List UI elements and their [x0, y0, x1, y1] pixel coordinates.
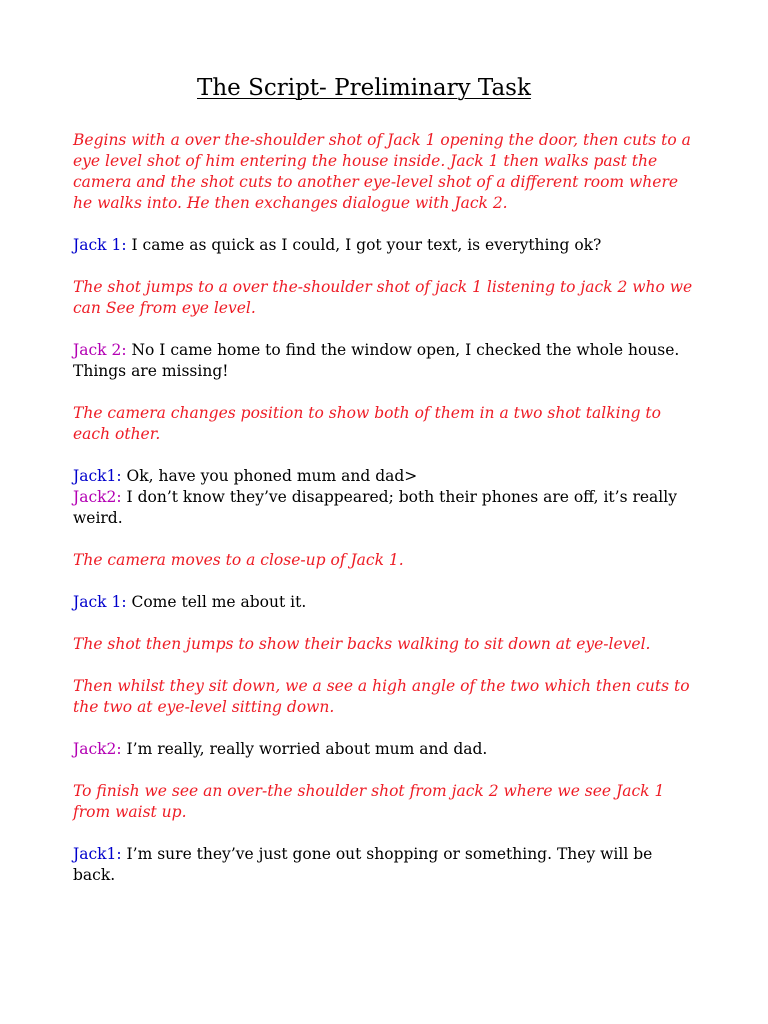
page-title: The Script- Preliminary Task [197, 75, 531, 101]
speaker-name: Jack2: [73, 488, 122, 506]
dialogue-line [73, 235, 698, 256]
dialogue-text: Ok, have you phoned mum and dad> [121, 467, 418, 485]
dialogue-text: I came as quick as I could, I got your text, is everything ok? [126, 236, 602, 254]
dialogue-text: I’m really, really worried about mum and dad. [121, 740, 488, 758]
stage-direction: The shot then jumps to show their backs walking to sit down at eye-level. [73, 635, 651, 653]
speaker-name: Jack 2: [73, 341, 127, 359]
stage-direction: The shot jumps to a over the-shoulder shot of jack 1 listening to jack 2 who we can See from eye level. [73, 278, 693, 317]
dialogue-line [73, 487, 698, 529]
script-body [73, 130, 698, 907]
stage-direction: The camera changes position to show both of them in a two shot talking to each other. [73, 404, 661, 443]
speaker-name: Jack 1: [73, 236, 127, 254]
dialogue-text: Come tell me about it. [126, 593, 307, 611]
dialogue-line [73, 739, 698, 760]
dialogue-line [73, 466, 698, 487]
dialogue-text: I’m sure they’ve just gone out shopping or something. They will be back. [73, 845, 653, 884]
dialogue-text: I don’t know they’ve disappeared; both their phones are off, it’s really weird. [73, 488, 677, 527]
speaker-name: Jack1: [73, 467, 122, 485]
dialogue-line [73, 340, 698, 382]
dialogue-line [73, 844, 698, 886]
speaker-name: Jack1: [73, 845, 122, 863]
stage-direction: Then whilst they sit down, we a see a high angle of the two which then cuts to the two at eye-level sitting down. [73, 677, 690, 716]
stage-direction: The camera moves to a close-up of Jack 1. [73, 551, 404, 569]
dialogue-line [73, 592, 698, 613]
stage-direction: To finish we see an over-the shoulder shot from jack 2 where we see Jack 1 from waist up. [73, 782, 665, 821]
speaker-name: Jack2: [73, 740, 122, 758]
stage-direction: Begins with a over the-shoulder shot of Jack 1 opening the door, then cuts to a eye level shot of him entering the house inside. Jack 1 then walks past the camera and the shot cuts to another eye-level shot of a different room where he walks into. He then exchanges dialogue with Jack 2. [73, 131, 691, 212]
speaker-name: Jack 1: [73, 593, 127, 611]
dialogue-text: No I came home to find the window open, I checked the whole house. Things are missing! [73, 341, 680, 380]
